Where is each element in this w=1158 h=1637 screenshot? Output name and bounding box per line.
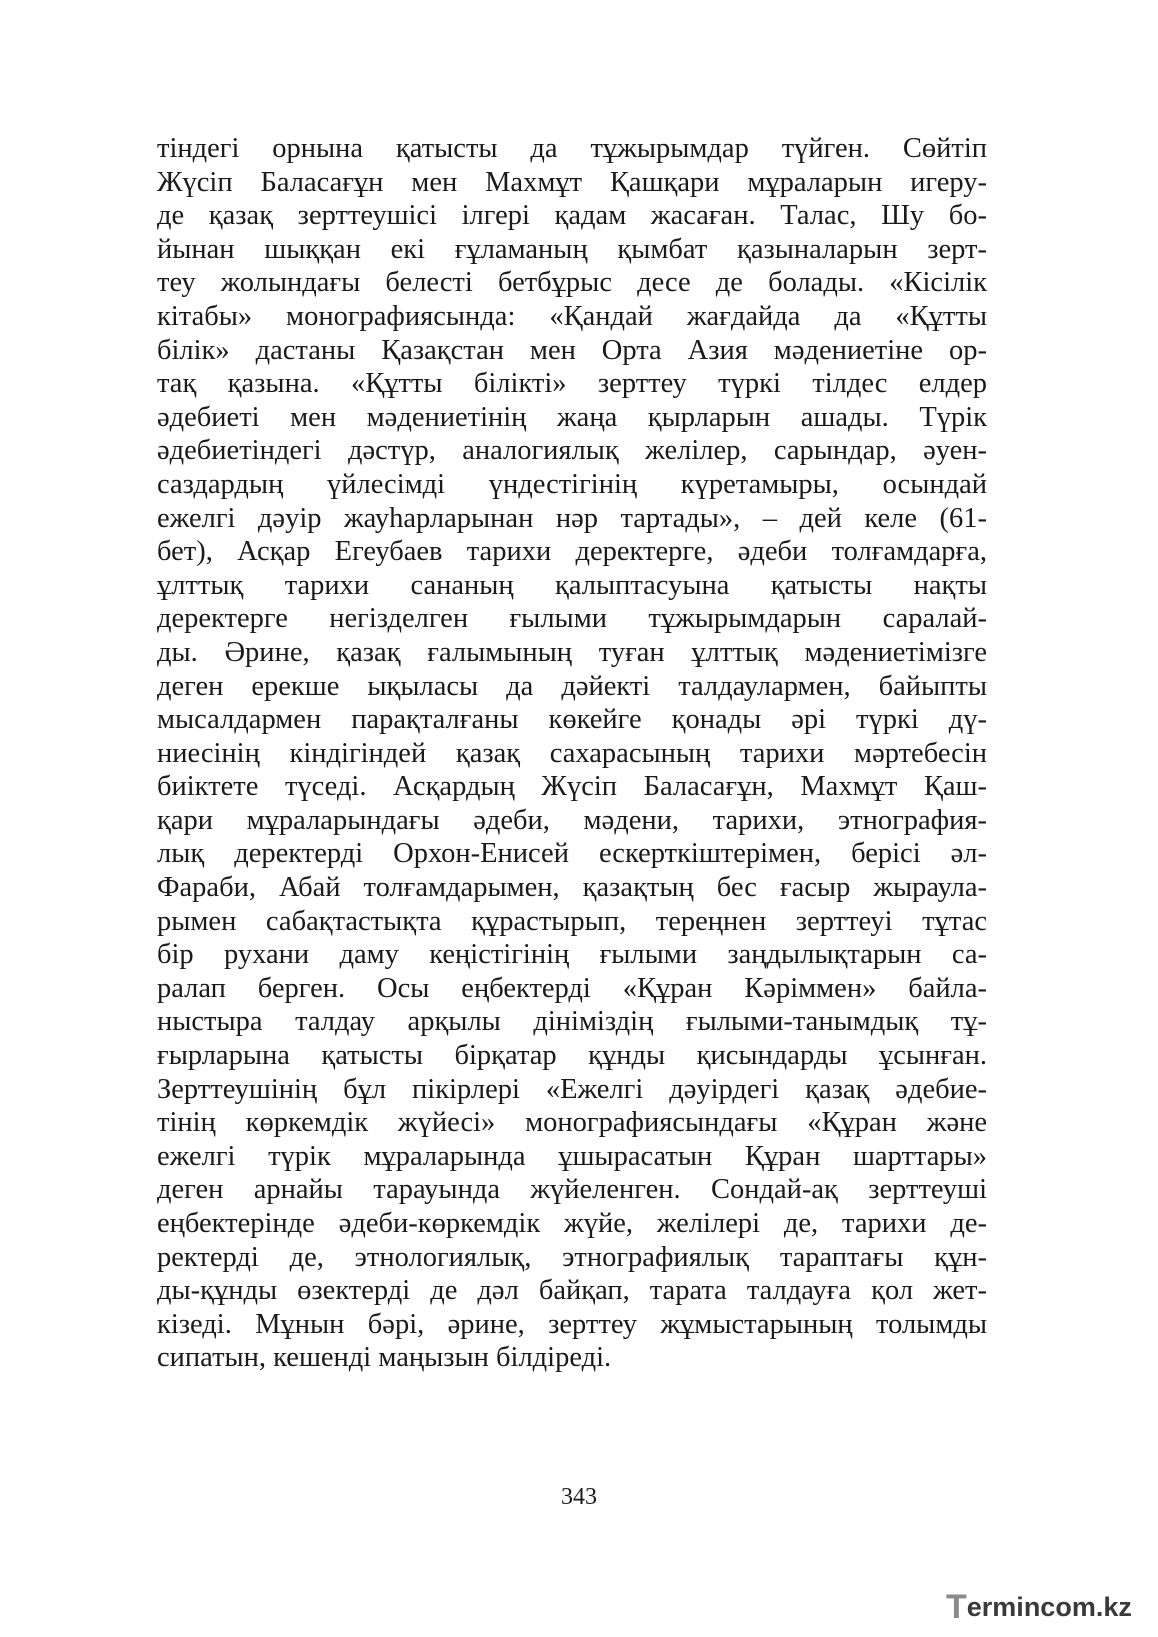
text-line: сипатын, кешенді маңызын білдіреді. bbox=[157, 1342, 612, 1374]
text-line: ежелгі дәуір жауһарларынан нәр тартады», – дей келе (61- bbox=[157, 502, 987, 534]
text-line: теу жолындағы белесті бетбұрыс десе де болады. «Кісілік bbox=[157, 267, 987, 299]
text-line: биіктете түседі. Асқардың Жүсіп Баласағұн, Махмұт Қаш- bbox=[157, 771, 987, 803]
text-line: еңбектерінде әдеби-көркемдік жүйе, желілері де, тарихи де- bbox=[157, 1208, 987, 1239]
text-line: бір рухани даму кеңістігінің ғылыми заңдылықтарын са- bbox=[157, 939, 987, 971]
text-line: әдебиетіндегі дәстүр, аналогиялық желілер, сарындар, әуен- bbox=[157, 435, 987, 467]
page-number: 343 bbox=[561, 1484, 597, 1510]
termincom-watermark-logo bbox=[946, 1585, 1151, 1629]
watermark-magnifier-o: o bbox=[1055, 1592, 1072, 1622]
text-line: мысалдармен парақталғаны көкейге қонады әрі түркі дү- bbox=[157, 704, 987, 736]
text-line: Фараби, Абай толғамдарымен, қазақтың бес ғасыр жыраула- bbox=[157, 872, 987, 904]
body-text bbox=[157, 132, 987, 1375]
text-line: ежелгі түрік мұраларында ұшырасатын Құран шарттары» bbox=[157, 1140, 987, 1172]
text-line: тіндегі орнына қатысты да тұжырымдар түйген. Сөйтіп bbox=[157, 133, 987, 164]
text-line: йынан шыққан екі ғұламаның қымбат қазыналарын зерт- bbox=[157, 233, 987, 265]
text-line: ды. Әрине, қазақ ғалымының туған ұлттық мәдениетімізге bbox=[157, 636, 987, 668]
text-line: тақ қазына. «Құтты білікті» зерттеу түркі тілдес елдер bbox=[157, 368, 987, 400]
text-line: деген ерекше ықыласы да дәйекті талдаулармен, байыпты bbox=[157, 670, 987, 702]
text-line: Жүсіп Баласағұн мен Махмұт Қашқари мұраларын игеру- bbox=[157, 166, 987, 198]
text-line: ғырларына қатысты бірқатар құнды қисындарды ұсынған. bbox=[157, 1040, 987, 1072]
text-line: ниесінің кіндігіндей қазақ сахарасының тарихи мәртебесін bbox=[157, 737, 987, 769]
text-line: қари мұраларындағы әдеби, мәдени, тарихи, этнография- bbox=[157, 804, 987, 836]
text-line: саздардың үйлесімді үндестігінің күретамыры, осындай bbox=[157, 468, 987, 500]
text-line: ректерді де, этнологиялық, этнографиялық тараптағы құн- bbox=[157, 1241, 987, 1273]
text-line: ды-құнды өзектерді де дәл байқап, тарата талдауға қол жет- bbox=[157, 1275, 987, 1307]
text-line: деген арнайы тарауында жүйеленген. Сондай-ақ зерттеуші bbox=[157, 1174, 987, 1206]
text-line: әдебиеті мен мәдениетінің жаңа қырларын ашады. Түрік bbox=[157, 401, 987, 433]
text-line: кізеді. Мұнын бәрі, әрине, зерттеу жұмыстарының толымды bbox=[157, 1308, 987, 1340]
text-line: деректерге негізделген ғылыми тұжырымдарын саралай- bbox=[157, 603, 987, 635]
text-line: бет), Асқар Егеубаев тарихи деректерге, әдеби толғамдарға, bbox=[157, 536, 987, 568]
text-line: ныстыра талдау арқылы дініміздің ғылыми-танымдық тұ- bbox=[157, 1006, 987, 1038]
text-line: де қазақ зерттеушісі ілгері қадам жасаған. Талас, Шу бо- bbox=[157, 200, 987, 232]
text-line: ралап берген. Осы еңбектерді «Құран Кәріммен» байла- bbox=[157, 972, 987, 1004]
text-line: тінің көркемдік жүйесі» монографиясындағы «Құран және bbox=[157, 1107, 987, 1139]
text-line: лық деректерді Орхон-Енисей ескерткіштерімен, берісі әл- bbox=[157, 838, 987, 870]
text-line: ұлттық тарихи сананың қалыптасуына қатысты нақты bbox=[157, 569, 987, 601]
watermark-t-letter: T bbox=[946, 1588, 967, 1626]
watermark-text-part1: erminc bbox=[966, 1592, 1056, 1622]
text-line: білік» дастаны Қазақстан мен Орта Азия мәдениетіне ор- bbox=[157, 334, 987, 366]
text-line: рымен сабақтастықта құрастырып, тереңнен зерттеуі тұтас bbox=[157, 905, 987, 937]
text-line: Зерттеушінің бұл пікірлері «Ежелгі дәуірдегі қазақ әдебие- bbox=[157, 1073, 987, 1105]
text-line: кітабы» монографиясында: «Қандай жағдайда да «Құтты bbox=[157, 300, 987, 332]
watermark-text-part2: m.kz bbox=[1071, 1592, 1132, 1622]
